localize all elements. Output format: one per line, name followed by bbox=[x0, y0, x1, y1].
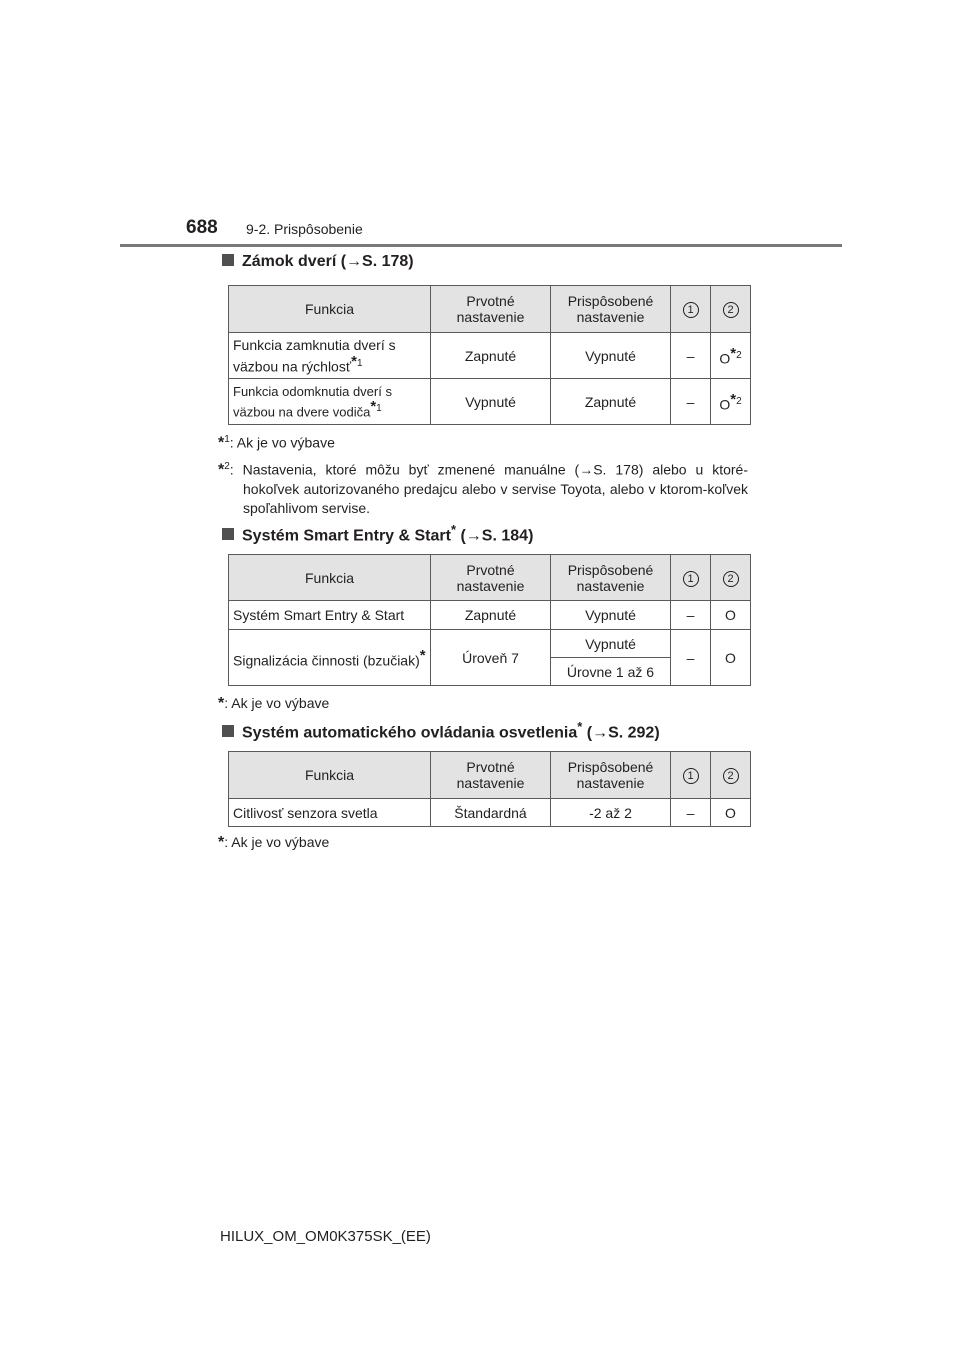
bullet-square-icon bbox=[222, 254, 234, 266]
col-1 bbox=[671, 555, 711, 601]
col-custom: Prispôsobené nastavenie bbox=[551, 286, 671, 333]
c1-cell: – bbox=[671, 630, 711, 686]
c1-cell: – bbox=[671, 333, 711, 379]
col-custom: Prispôsobené nastavenie bbox=[551, 555, 671, 601]
asterisk-icon: * bbox=[218, 834, 225, 851]
col-custom: Prispôsobené nastavenie bbox=[551, 752, 671, 799]
col-1 bbox=[671, 752, 711, 799]
initial-cell: Vypnuté bbox=[431, 379, 551, 425]
col-initial: Prvotné nastavenie bbox=[431, 555, 551, 601]
circled-1-icon: 1 bbox=[683, 571, 699, 587]
circled-2-icon: 2 bbox=[723, 302, 739, 318]
col-1 bbox=[671, 286, 711, 333]
lighting-table bbox=[228, 751, 751, 827]
custom-cell: -2 až 2 bbox=[551, 799, 671, 827]
section-title-lighting: Systém automatického ovládania osvetlenia* (→S. 292) bbox=[222, 719, 660, 742]
table-header-row bbox=[229, 555, 751, 601]
custom-cell: Vypnuté bbox=[551, 601, 671, 630]
table-row bbox=[229, 333, 751, 379]
c1-cell: – bbox=[671, 379, 711, 425]
col-initial: Prvotné nastavenie bbox=[431, 752, 551, 799]
chapter-title: 9-2. Prispôsobenie bbox=[246, 221, 363, 237]
header-divider bbox=[120, 244, 842, 247]
function-cell: Funkcia odomknutia dverí s väzbou na dvere vodiča$^{*1}$ bbox=[229, 379, 431, 425]
col-2 bbox=[711, 555, 751, 601]
table-row bbox=[229, 379, 751, 425]
table-header-row bbox=[229, 286, 751, 333]
page-number: 688 bbox=[186, 217, 218, 238]
c1-cell: – bbox=[671, 601, 711, 630]
initial-cell: Úroveň 7 bbox=[431, 630, 551, 686]
c2-cell: $O^{*2}$ bbox=[711, 379, 751, 425]
table-row bbox=[229, 799, 751, 827]
col-initial: Prvotné nastavenie bbox=[431, 286, 551, 333]
c2-cell: O bbox=[711, 601, 751, 630]
c2-cell: $O^{*2}$ bbox=[711, 333, 751, 379]
function-cell: Signalizácia činnosti (bzučiak)* bbox=[229, 630, 431, 686]
smart-entry-table bbox=[228, 554, 751, 686]
col-function: Funkcia bbox=[229, 286, 431, 333]
custom-cell: Úrovne 1 až 6 bbox=[551, 658, 671, 686]
c1-cell: – bbox=[671, 799, 711, 827]
door-lock-table bbox=[228, 285, 751, 425]
footnote: *: Ak je vo výbave bbox=[218, 695, 330, 712]
initial-cell: Štandardná bbox=[431, 799, 551, 827]
col-function: Funkcia bbox=[229, 752, 431, 799]
c2-cell: O bbox=[711, 799, 751, 827]
custom-cell: Vypnuté bbox=[551, 630, 671, 658]
section-title-smart-entry: Systém Smart Entry & Start* (→S. 184) bbox=[222, 522, 533, 545]
table-row bbox=[229, 630, 751, 658]
asterisk-icon: * bbox=[218, 434, 225, 452]
function-cell: Citlivosť senzora svetla bbox=[229, 799, 431, 827]
asterisk-icon: * bbox=[218, 461, 225, 479]
custom-cell: Zapnuté bbox=[551, 379, 671, 425]
asterisk-icon: * bbox=[218, 695, 225, 712]
section-title-door-lock: Zámok dverí (→S. 178) bbox=[222, 253, 414, 271]
circled-1-icon: 1 bbox=[683, 302, 699, 318]
initial-cell: Zapnuté bbox=[431, 601, 551, 630]
function-cell: Funkcia zamknutia dverí s väzbou na rýchlosť$^{*1}$ bbox=[229, 333, 431, 379]
table-header-row bbox=[229, 752, 751, 799]
footnote: *: Ak je vo výbave bbox=[218, 834, 330, 851]
col-function: Funkcia bbox=[229, 555, 431, 601]
bullet-square-icon bbox=[222, 725, 234, 737]
col-2 bbox=[711, 286, 751, 333]
bullet-square-icon bbox=[222, 528, 234, 540]
circled-2-icon: 2 bbox=[723, 768, 739, 784]
footnote-2: *$^2$: Nastavenia, ktoré môžu byť zmenené manuálne (→S. 178) alebo u ktoré-hokoľvek autorizovaného predajcu alebo v servise Toyota, alebo v ktorom-koľvek spoľahlivom servise. bbox=[218, 461, 748, 516]
circled-2-icon: 2 bbox=[723, 571, 739, 587]
c2-cell: O bbox=[711, 630, 751, 686]
initial-cell: Zapnuté bbox=[431, 333, 551, 379]
col-2 bbox=[711, 752, 751, 799]
custom-cell: Vypnuté bbox=[551, 333, 671, 379]
footnote-1: *$^1$: Ak je vo výbave bbox=[218, 434, 335, 452]
circled-1-icon: 1 bbox=[683, 768, 699, 784]
table-row bbox=[229, 601, 751, 630]
document-code: HILUX_OM_OM0K375SK_(EE) bbox=[220, 1228, 431, 1245]
function-cell: Systém Smart Entry & Start bbox=[229, 601, 431, 630]
